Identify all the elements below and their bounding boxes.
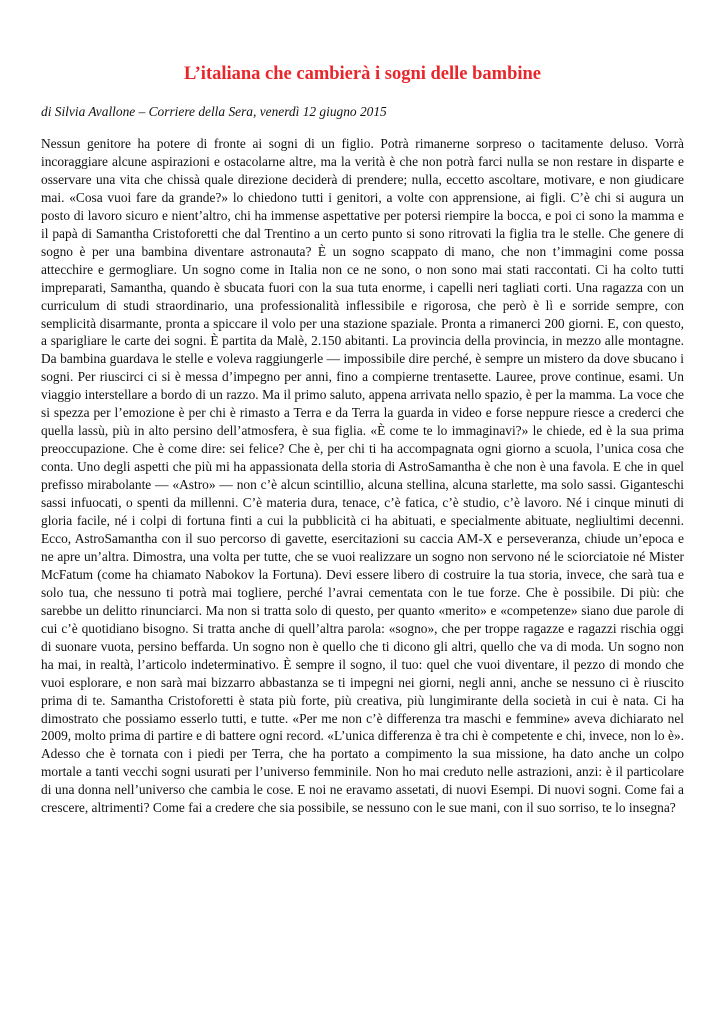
article-page — [41, 62, 684, 817]
article-body: Nessun genitore ha potere di fronte ai sogni di un figlio. Potrà rimanerne sorpreso o tacitamente deluso. Vorrà incoraggiare alcune aspirazioni e ostacolarne altre, ma la verità è che non potrà farci nulla se non restare in disparte e osservare una vita che chissà quale direzione deciderà di prendere; nulla, eccetto ascoltare, motivare, e non giudicare mai. «Cosa vuoi fare da grande?» lo chiedono tutti i genitori, a volte con apprensione, ai figli. C’è chi si augura un posto di lavoro sicuro e nient’altro, chi ha immense aspettative per potersi riempire la bocca, e poi ci sono la mamma e il papà di Samantha Cristoforetti che dal Trentino a un certo punto si sono ritrovati la figlia tra le stelle. Che genere di sogno è per una bambina diventare astronauta? È un sogno scappato di mano, che non t’immagini come possa attecchire e germogliare. Un sogno come in Italia non ce ne sono, o non sono mai stati raccontati. Ci ha colto tutti impreparati, Samantha, quando è sbucata fuori con la sua tuta enorme, i capelli neri tagliati corti. Una ragazza con un curriculum di studi straordinario, una professionalità inflessibile e rigorosa, che però è lì e sorride sempre, con semplicità disarmante, pronta a spiccare il volo per una stazione spaziale. Pronta a rimanerci 200 giorni. E, con questo, a sparigliare le carte dei sogni. È partita da Malè, 2.150 abitanti. La provincia della provincia, in mezzo alle montagne. Da bambina guardava le stelle e voleva raggiungerle — impossibile dire perché, è sempre un mistero da dove sbucano i sogni. Per riuscirci ci si è messa d’impegno per anni, fino a compierne trentasette. Lauree, prove continue, esami. Un viaggio interstellare a bordo di un razzo. Ma il primo saluto, appena arrivata nello spazio, è per la mamma. La voce che si spezza per l’emozione è per chi è rimasto a Terra e da Terra la guarda in video e forse neppure riesce a crederci che quella lassù, più in alto persino dell’atmosfera, è sua figlia. «È come te lo immaginavi?» le chiede, ed è la sua prima preoccupazione. Che è come dire: sei felice? Che è, per chi ti ha accompagnata ogni giorno a scuola, l’unica cosa che conta. Uno degli aspetti che più mi ha appassionata della storia di AstroSamantha è che non è una favola. E che in quel prefisso mirabolante — «Astro» — non c’è alcun scintillio, alcuna stellina, alcuna starlette, ma solo sassi. Giganteschi sassi infuocati, o spenti da millenni. C’è materia dura, tenace, c’è fatica, c’è studio, c’è lavoro. Né i cinque minuti di gloria facile, né i colpi di fortuna finti a cui la pubblicità ci ha abituati, e specialmente abituate, negliultimi decenni. Ecco, AstroSamantha con il suo percorso di gavette, esercitazioni su caccia AM-X e perseveranza, chiude un’epoca e ne apre un’altra. Dimostra, una volta per tutte, che se vuoi realizzare un sogno non servono né le sciorciatoie né Mister McFatum (come ha chiamato Nabokov la Fortuna). Devi essere libero di costruire la tua storia, invece, che sarà tua e solo tua, che nessuno ti potrà mai togliere, perché l’avrai cementata con le tue forze. Che è possibile. Di più: che sarebbe un delitto rinunciarci. Ma non si tratta solo di questo, per quanto «merito» e «competenze» siano due parole di cui c’è quotidiano bisogno. Si tratta anche di quell’altra parola: «sogno», che per troppe ragazze e ragazzi rischia oggi di suonare vuota, persino beffarda. Un sogno non è quello che ti dicono gli altri, quello che va di moda. Un sogno non ha mai, in realtà, l’articolo indeterminativo. È sempre il sogno, il tuo: quel che vuoi diventare, il pezzo di mondo che vuoi esplorare, e non sarà mai bizzarro abbastanza se ti impegni nei giorni, negli anni, anche se nessuno ci è riuscito prima di te. Samantha Cristoforetti è stata più forte, più creativa, più lungimirante della società in cui è nata. Ci ha dimostrato che possiamo esserlo tutti, e tutte. «Per me non c’è differenza tra maschi e femmine» aveva dichiarato nel 2009, molto prima di partire e di battere ogni record. «L’unica differenza è tra chi è competente e chi, invece, non lo è». Adesso che è tornata con i piedi per Terra, che ha portato a compimento la sua missione, ha dato anche un colpo mortale a tanti vecchi sogni usurati per l’universo femminile. Non ho mai creduto nelle astrazioni, anzi: è il particolare di una donna nell’universo che cambia le cose. E noi ne eravamo assetati, di nuovi Esempi. Di nuovi sogni. Come fai a crescere, altrimenti? Come fai a credere che sia possibile, se nessuno con le sue mani, con il suo sorriso, te lo insegna? — [41, 136, 684, 816]
article-title: L’italiana che cambierà i sogni delle bambine — [184, 64, 541, 84]
article-byline: di Silvia Avallone – Corriere della Sera, venerdì 12 giugno 2015 — [41, 104, 387, 119]
